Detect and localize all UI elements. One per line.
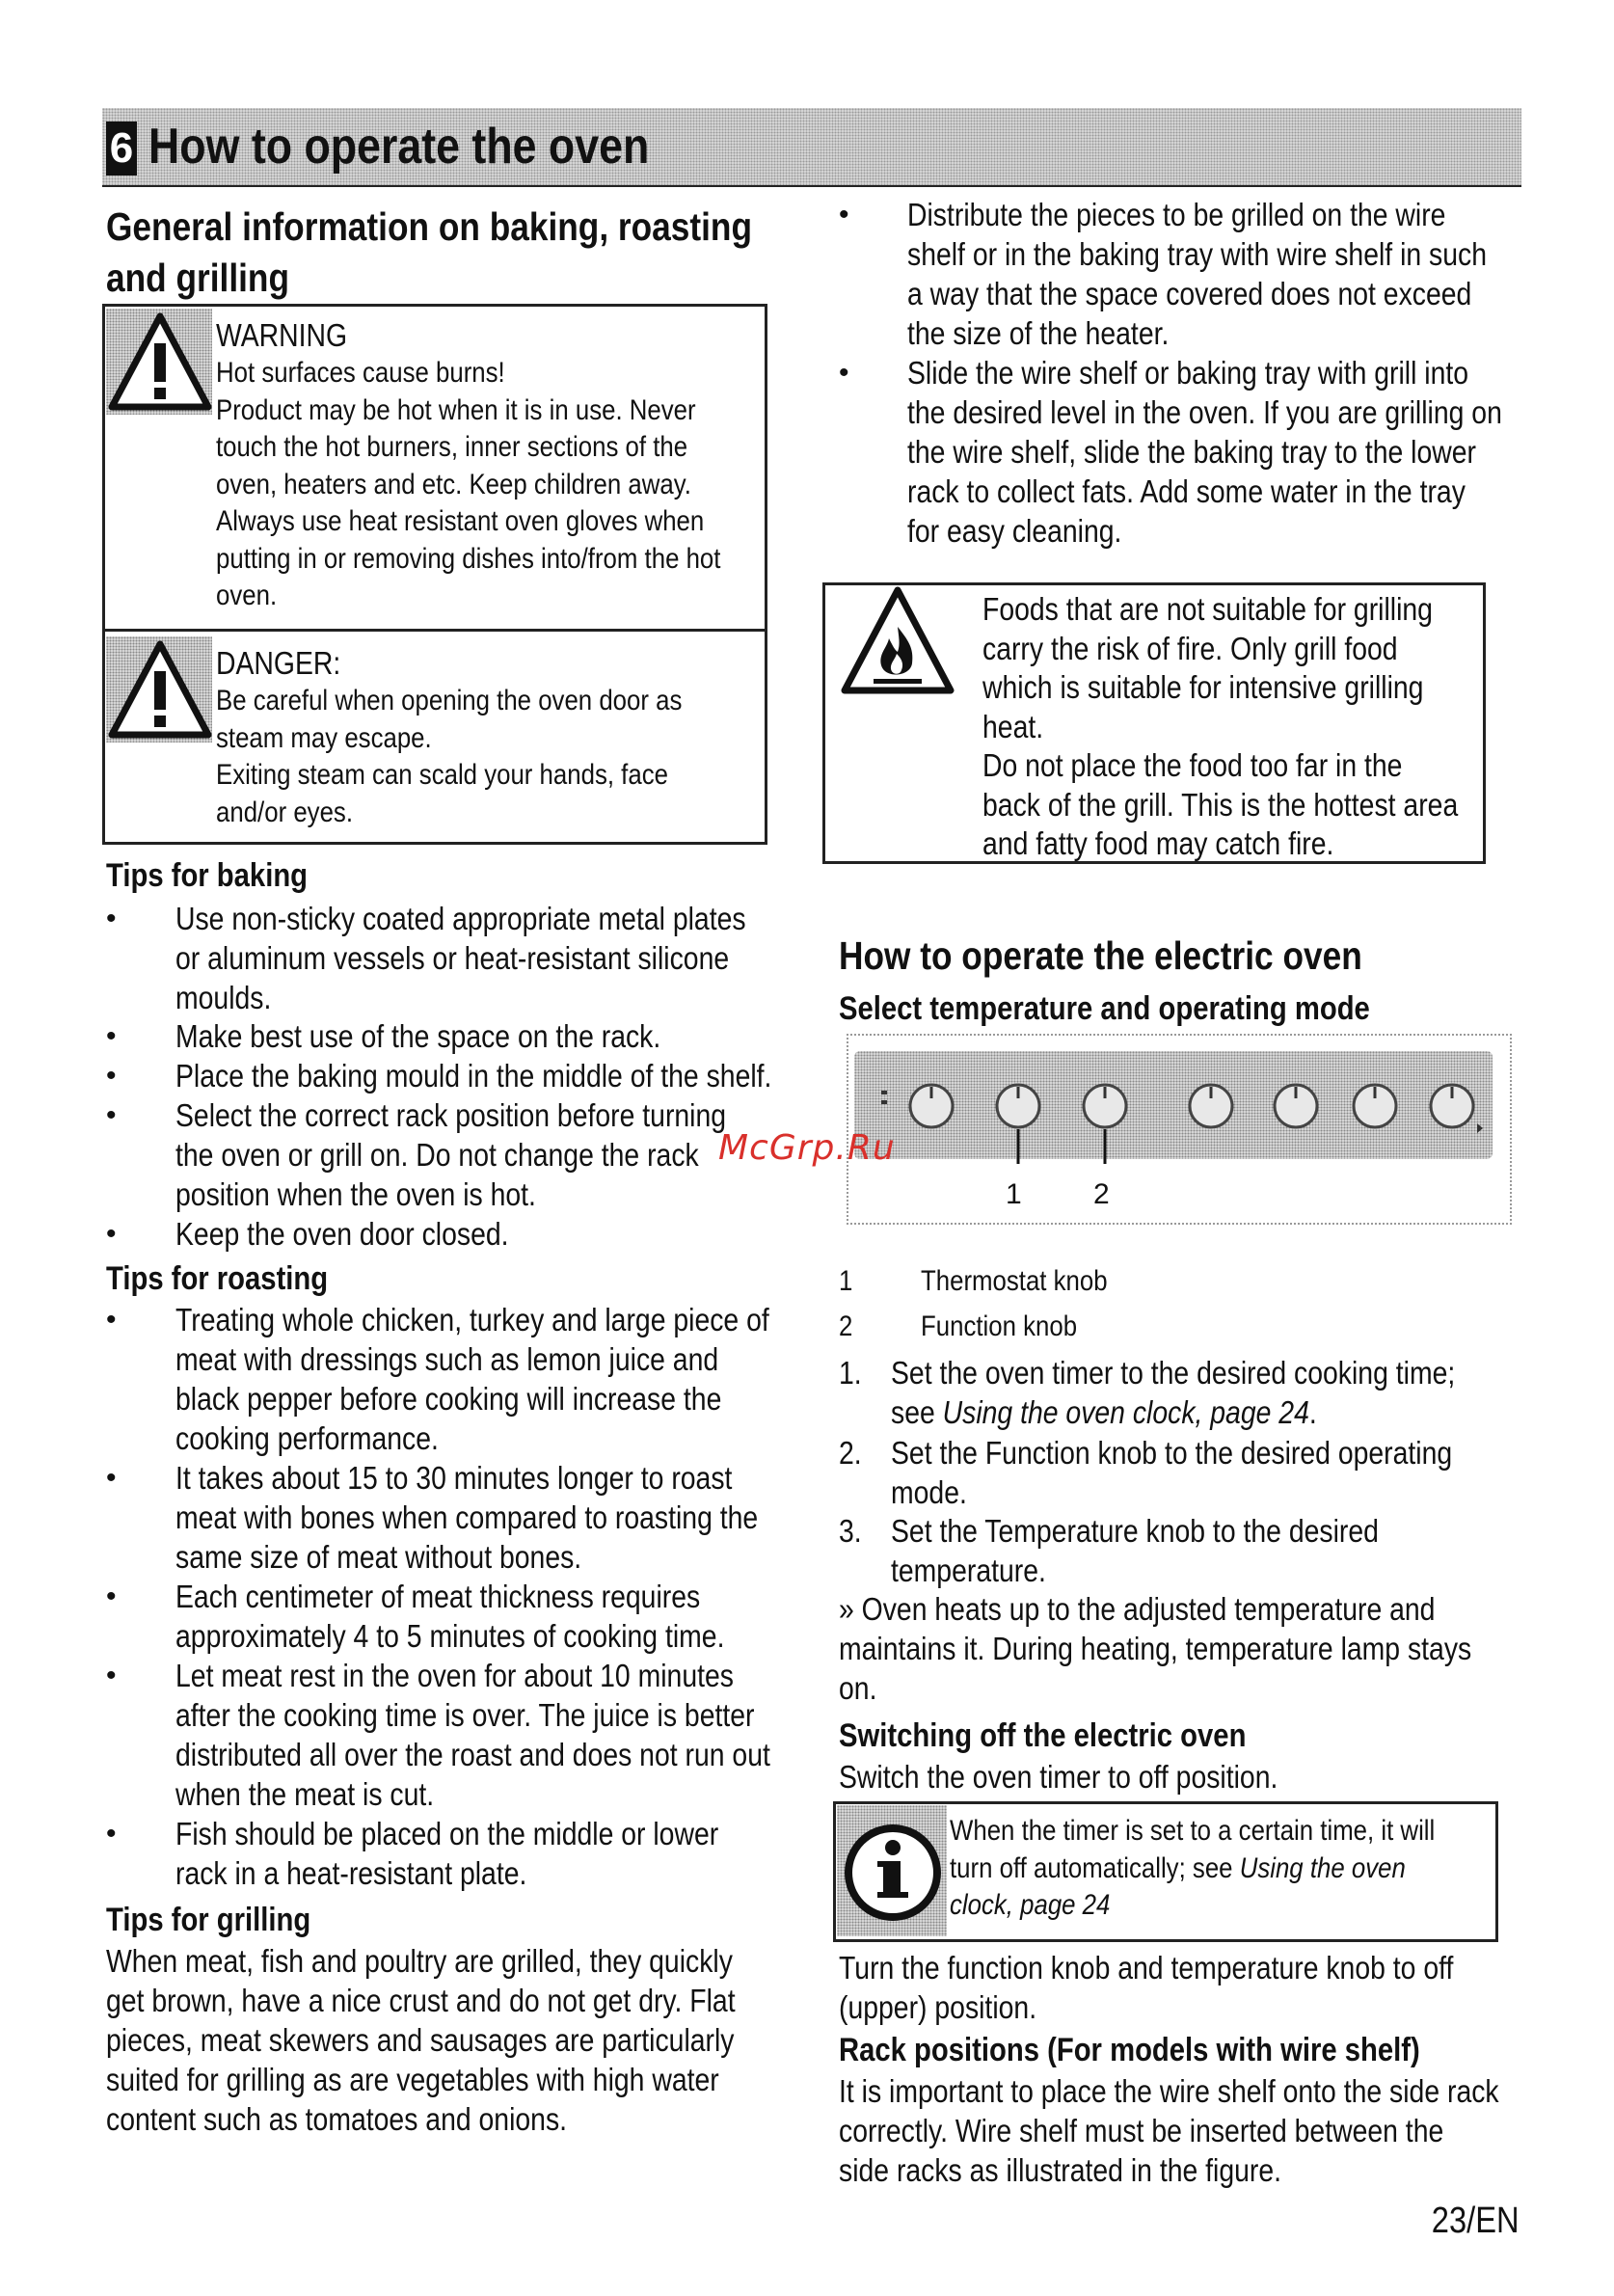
clock-reference: Using the oven clock, page 24 bbox=[942, 1394, 1309, 1430]
bullet-icon: • bbox=[106, 1660, 117, 1691]
control-panel-knobs bbox=[854, 1046, 1510, 1220]
bullet-icon: • bbox=[106, 1462, 117, 1494]
watermark: McGrp.Ru bbox=[718, 1128, 896, 1168]
legend-number: 2 bbox=[839, 1310, 853, 1342]
danger-triangle-icon bbox=[106, 638, 214, 746]
list-item: Each centimeter of meat thickness requires approximately 4 to 5 minutes of cooking time. bbox=[175, 1579, 725, 1654]
knob-icon bbox=[910, 1085, 953, 1127]
list-item: Keep the oven door closed. bbox=[175, 1216, 509, 1252]
page-number: 23/EN bbox=[1432, 2201, 1520, 2241]
tips-grilling-heading: Tips for grilling bbox=[106, 1902, 311, 1938]
step-1: Set the oven timer to the desired cooking time; see Using the oven clock, page 24. bbox=[891, 1355, 1456, 1430]
warning-text: WARNING Hot surfaces cause burns! Product may be hot when it is in use. Never touch the hot burners, inner sections of the oven, heaters and etc. Keep children away. Always use heat resistant oven gloves when putting in or removing dishes into/from the hot oven. bbox=[216, 317, 721, 611]
step-number: 3. bbox=[839, 1513, 862, 1549]
step-number: 1. bbox=[839, 1355, 862, 1391]
electric-oven-heading: How to operate the electric oven bbox=[839, 933, 1362, 978]
knob-icon bbox=[1354, 1085, 1396, 1127]
tips-roasting-heading: Tips for roasting bbox=[106, 1260, 329, 1297]
warning-triangle-icon bbox=[106, 311, 214, 419]
chapter-title: How to operate the oven bbox=[148, 119, 650, 175]
turn-off-text: Turn the function knob and temperature knob to off (upper) position. bbox=[839, 1950, 1454, 2025]
legend-thermostat: Thermostat knob bbox=[921, 1265, 1108, 1297]
bullet-icon: • bbox=[839, 357, 849, 389]
tips-grilling-text: When meat, fish and poultry are grilled, they quickly get brown, have a nice crust and do not get dry. Flat pieces, meat skewers and sausages are particularly suited for grilling as are vegetables with high water content such as tomatoes and onions. bbox=[106, 1943, 736, 2137]
function-knob-icon bbox=[1084, 1085, 1126, 1127]
tips-baking-heading: Tips for baking bbox=[106, 857, 309, 894]
general-info-heading: General information on baking, roasting and grilling bbox=[106, 204, 753, 300]
switch-off-text: Switch the oven timer to off position. bbox=[839, 1759, 1278, 1795]
flame-warning-icon bbox=[837, 582, 958, 704]
list-item: Place the baking mould in the middle of the shelf. bbox=[175, 1058, 772, 1094]
bullet-icon: • bbox=[106, 1818, 117, 1850]
list-item: Select the correct rack position before turning the oven or grill on. Do not change the rack position when the oven is hot. bbox=[175, 1097, 727, 1212]
list-item: Use non-sticky coated appropriate metal plates or aluminum vessels or heat-resistant silicone moulds. bbox=[175, 901, 746, 1015]
fire-warning-text: Foods that are not suitable for grilling carry the risk of fire. Only grill food which is suitable for intensive grilling heat. Do not place the food too far in the back of the grill. This is the hottest area and fatty food may catch fire. bbox=[982, 591, 1459, 861]
list-item: Let meat rest in the oven for about 10 minutes after the cooking time is over. The juice is better distributed all over the roast and does not run out when the meat is cut. bbox=[175, 1658, 770, 1812]
warning-heading: WARNING bbox=[216, 317, 348, 353]
bullet-icon: • bbox=[106, 1218, 117, 1250]
select-mode-heading: Select temperature and operating mode bbox=[839, 990, 1370, 1027]
figure-label-1: 1 bbox=[1006, 1178, 1022, 1210]
figure-label-2: 2 bbox=[1093, 1178, 1110, 1210]
knob-icon bbox=[1431, 1085, 1473, 1127]
result-text: » Oven heats up to the adjusted temperature and maintains it. During heating, temperature lamp stays on. bbox=[839, 1591, 1472, 1706]
danger-heading: DANGER: bbox=[216, 645, 341, 681]
list-item: Fish should be placed on the middle or lower rack in a heat-resistant plate. bbox=[175, 1816, 719, 1891]
step-3: Set the Temperature knob to the desired temperature. bbox=[891, 1513, 1379, 1588]
thermostat-knob-icon bbox=[997, 1085, 1039, 1127]
info-icon bbox=[837, 1809, 949, 1934]
step-2: Set the Function knob to the desired operating mode. bbox=[891, 1435, 1453, 1510]
list-item: It takes about 15 to 30 minutes longer to roast meat with bones when compared to roasting the same size of meat without bones. bbox=[175, 1460, 759, 1575]
list-item: Slide the wire shelf or baking tray with grill into the desired level in the oven. If you are grilling on the wire shelf, slide the baking tray to the lower rack to collect fats. Add some water in the tray for easy cleaning. bbox=[907, 355, 1502, 549]
danger-text: DANGER: Be careful when opening the oven door as steam may escape. Exiting steam can scald your hands, face and/or eyes. bbox=[216, 645, 683, 828]
info-text: When the timer is set to a certain time, it will turn off automatically; see Using the oven clock, page 24 bbox=[950, 1815, 1436, 1921]
bullet-icon: • bbox=[106, 1060, 117, 1092]
switch-off-heading: Switching off the electric oven bbox=[839, 1717, 1247, 1754]
step-number: 2. bbox=[839, 1435, 862, 1471]
knob-icon bbox=[1190, 1085, 1232, 1127]
knob-icon bbox=[1275, 1085, 1317, 1127]
bullet-icon: • bbox=[839, 199, 849, 230]
legend-function: Function knob bbox=[921, 1310, 1078, 1342]
bullet-icon: • bbox=[106, 1099, 117, 1131]
legend-number: 1 bbox=[839, 1265, 853, 1297]
bullet-icon: • bbox=[106, 1580, 117, 1612]
list-item: Treating whole chicken, turkey and large piece of meat with dressings such as lemon juice and black pepper before cooking will increase the cooking performance. bbox=[175, 1302, 769, 1456]
list-item: Make best use of the space on the rack. bbox=[175, 1018, 661, 1054]
bullet-icon: • bbox=[106, 903, 117, 934]
bullet-icon: • bbox=[106, 1020, 117, 1052]
list-item: Distribute the pieces to be grilled on the wire shelf or in the baking tray with wire shelf in such a way that the space covered does not exceed the size of the heater. bbox=[907, 197, 1488, 351]
rack-positions-text: It is important to place the wire shelf onto the side rack correctly. Wire shelf must be inserted between the side racks as illustrated in the figure. bbox=[839, 2073, 1499, 2188]
rack-positions-heading: Rack positions (For models with wire shelf) bbox=[839, 2032, 1420, 2068]
chapter-number: 6 bbox=[106, 122, 137, 176]
bullet-icon: • bbox=[106, 1304, 117, 1336]
